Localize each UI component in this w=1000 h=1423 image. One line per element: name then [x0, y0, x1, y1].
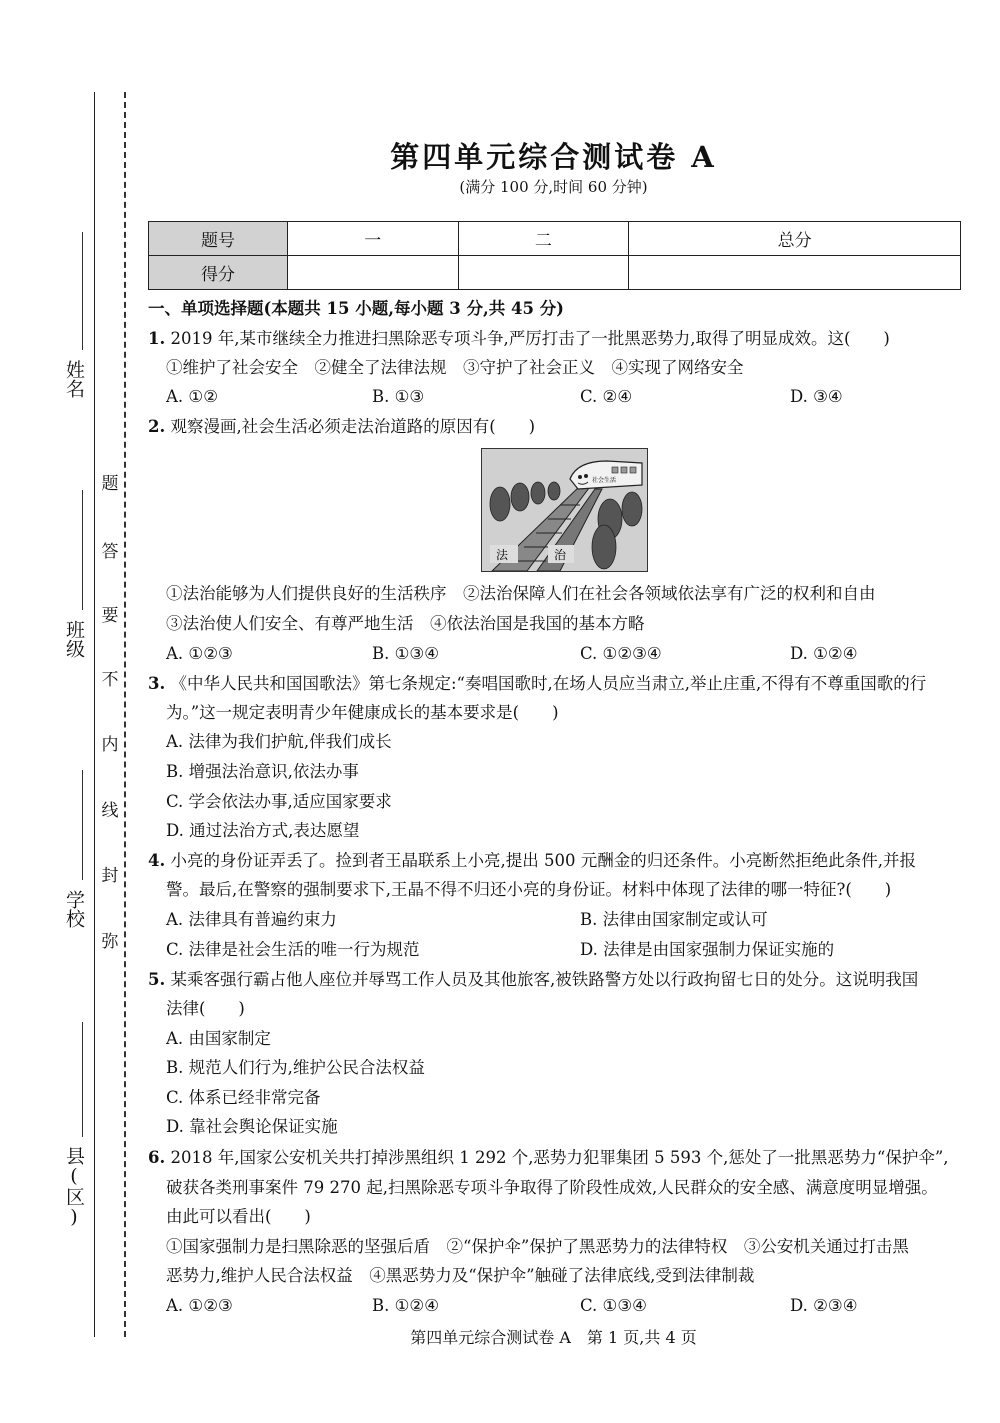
- question-number: 4.: [148, 851, 166, 870]
- q2-statements-line2: ③法治使人们安全、有尊严地生活 ④依法治国是我国的基本方略: [166, 614, 645, 633]
- name-label: 姓名: [63, 360, 85, 398]
- margin-dashed-cut-line: [124, 92, 126, 1337]
- page-title: 第四单元综合测试卷 A: [390, 140, 717, 174]
- score-table: [148, 221, 961, 290]
- seal-warning-char: 不: [101, 670, 119, 690]
- page-footer: 第四单元综合测试卷 A 第 1 页,共 4 页: [410, 1328, 697, 1347]
- q2-option-c: C. ①②③④: [580, 644, 662, 663]
- seal-warning-char: 答: [101, 542, 119, 562]
- question-stem-cont: 法律( ): [166, 999, 245, 1018]
- question-1: [148, 328, 890, 350]
- score-row-label: 得分: [149, 256, 288, 290]
- train-cartoon-illustration: [482, 449, 647, 571]
- score-header-cell: 二: [458, 222, 629, 256]
- question-stem-cont: 为。”这一规定表明青少年健康成长的基本要求是( ): [166, 703, 559, 722]
- question-3: [148, 673, 926, 695]
- q1-option-a: A. ①②: [166, 387, 218, 406]
- score-header-cell: 总分: [629, 222, 961, 256]
- q3-option-d: D. 通过法治方式,表达愿望: [166, 821, 360, 840]
- q1-option-d: D. ③④: [790, 387, 843, 406]
- question-stem-cont: 警。最后,在警察的强制要求下,王晶不得不归还小亮的身份证。材料中体现了法律的哪一特征?( ): [166, 880, 892, 899]
- q5-option-c: C. 体系已经非常完备: [166, 1088, 321, 1107]
- question-5: [148, 969, 918, 991]
- score-value-row: [149, 256, 961, 290]
- q4-option-d: D. 法律是由国家强制力保证实施的: [580, 940, 835, 959]
- q5-option-b: B. 规范人们行为,维护公民合法权益: [166, 1058, 425, 1077]
- q1-statements: ①维护了社会安全 ②健全了法律法规 ③守护了社会正义 ④实现了网络安全: [166, 358, 744, 377]
- q6-statements-line1: ①国家强制力是扫黑除恶的坚强后盾 ②“保护伞”保护了黑恶势力的法律特权 ③公安机关通过打击黑: [166, 1237, 909, 1256]
- q6-option-d: D. ②③④: [790, 1296, 858, 1315]
- seal-warning-char: 题: [101, 474, 119, 494]
- q4-option-a: A. 法律具有普遍约束力: [166, 910, 337, 929]
- train-label: 社会生活: [592, 477, 617, 484]
- page-subtitle: (满分 100 分,时间 60 分钟): [459, 178, 648, 196]
- q3-option-a: A. 法律为我们护航,伴我们成长: [166, 732, 392, 751]
- q2-option-b: B. ①③④: [372, 644, 439, 663]
- q2-option-d: D. ①②④: [790, 644, 858, 663]
- question-stem: 2018 年,国家公安机关共打掉涉黑组织 1 292 个,恶势力犯罪集团 5 593 个,惩处了一批黑恶势力“保护伞”,: [170, 1148, 949, 1167]
- seal-warning-char: 要: [101, 606, 119, 626]
- question-2: [148, 416, 535, 438]
- track-label-zhi: 治: [554, 548, 567, 562]
- question-number: 2.: [148, 417, 166, 436]
- question-stem: 某乘客强行霸占他人座位并辱骂工作人员及其他旅客,被铁路警方处以行政拘留七日的处分。这说明我国: [170, 970, 919, 989]
- question-number: 1.: [148, 329, 166, 348]
- county-label: 县(区): [63, 1146, 85, 1228]
- question-number: 6.: [148, 1148, 166, 1167]
- score-empty-cell: [458, 256, 629, 290]
- q5-option-a: A. 由国家制定: [166, 1029, 271, 1048]
- question-stem: 观察漫画,社会生活必须走法治道路的原因有( ): [170, 417, 536, 436]
- q3-option-b: B. 增强法治意识,依法办事: [166, 762, 359, 781]
- question-stem: 2019 年,某市继续全力推进扫黑除恶专项斗争,严厉打击了一批黑恶势力,取得了明显成效。这( ): [170, 329, 890, 348]
- q4-option-c: C. 法律是社会生活的唯一行为规范: [166, 940, 420, 959]
- q5-option-d: D. 靠社会舆论保证实施: [166, 1117, 338, 1136]
- question-stem-cont: 破获各类刑事案件 79 270 起,扫黑除恶专项斗争取得了阶段性成效,人民群众的安全感、满意度明显增强。: [166, 1178, 938, 1197]
- class-fill-line: [82, 490, 83, 610]
- question-stem: 小亮的身份证弄丢了。捡到者王晶联系上小亮,提出 500 元酬金的归还条件。小亮断然拒绝此条件,并报: [170, 851, 916, 870]
- score-empty-cell: [288, 256, 459, 290]
- rule-of-law-cartoon: [481, 448, 648, 572]
- score-header-row: [149, 222, 961, 256]
- question-number: 5.: [148, 970, 166, 989]
- question-stem: 《中华人民共和国国歌法》第七条规定:“奏唱国歌时,在场人员应当肃立,举止庄重,不得有不尊重国歌的行: [170, 674, 927, 693]
- question-number: 3.: [148, 674, 166, 693]
- q1-option-b: B. ①③: [372, 387, 425, 406]
- section-heading: 一、单项选择题(本题共 15 小题,每小题 3 分,共 45 分): [148, 299, 564, 318]
- school-fill-line: [82, 770, 83, 880]
- county-fill-line: [82, 1022, 83, 1137]
- seal-warning-char: 封: [101, 866, 119, 886]
- q2-option-a: A. ①②③: [166, 644, 233, 663]
- question-6: [148, 1147, 949, 1169]
- question-stem-cont: 由此可以看出( ): [166, 1207, 311, 1226]
- question-4: [148, 850, 916, 872]
- name-fill-line: [82, 232, 83, 350]
- q6-option-b: B. ①②④: [372, 1296, 439, 1315]
- q6-statements-line2: 恶势力,维护人民合法权益 ④黑恶势力及“保护伞”触碰了法律底线,受到法律制裁: [166, 1266, 755, 1285]
- q3-option-c: C. 学会依法办事,适应国家要求: [166, 792, 392, 811]
- school-label: 学校: [63, 890, 85, 928]
- score-header-cell: 一: [288, 222, 459, 256]
- seal-warning-char: 线: [101, 801, 119, 821]
- q6-option-a: A. ①②③: [166, 1296, 233, 1315]
- q2-statements-line1: ①法治能够为人们提供良好的生活秩序 ②法治保障人们在社会各领域依法享有广泛的权利和自由: [166, 584, 876, 603]
- seal-warning-char: 弥: [101, 932, 119, 952]
- q4-option-b: B. 法律由国家制定或认可: [580, 910, 768, 929]
- score-empty-cell: [629, 256, 961, 290]
- score-header-cell: 题号: [149, 222, 288, 256]
- track-label-fa: 法: [496, 548, 509, 562]
- margin-solid-line: [94, 92, 95, 1337]
- q1-option-c: C. ②④: [580, 387, 633, 406]
- seal-warning-char: 内: [101, 735, 119, 755]
- q6-option-c: C. ①③④: [580, 1296, 647, 1315]
- class-label: 班级: [63, 620, 85, 658]
